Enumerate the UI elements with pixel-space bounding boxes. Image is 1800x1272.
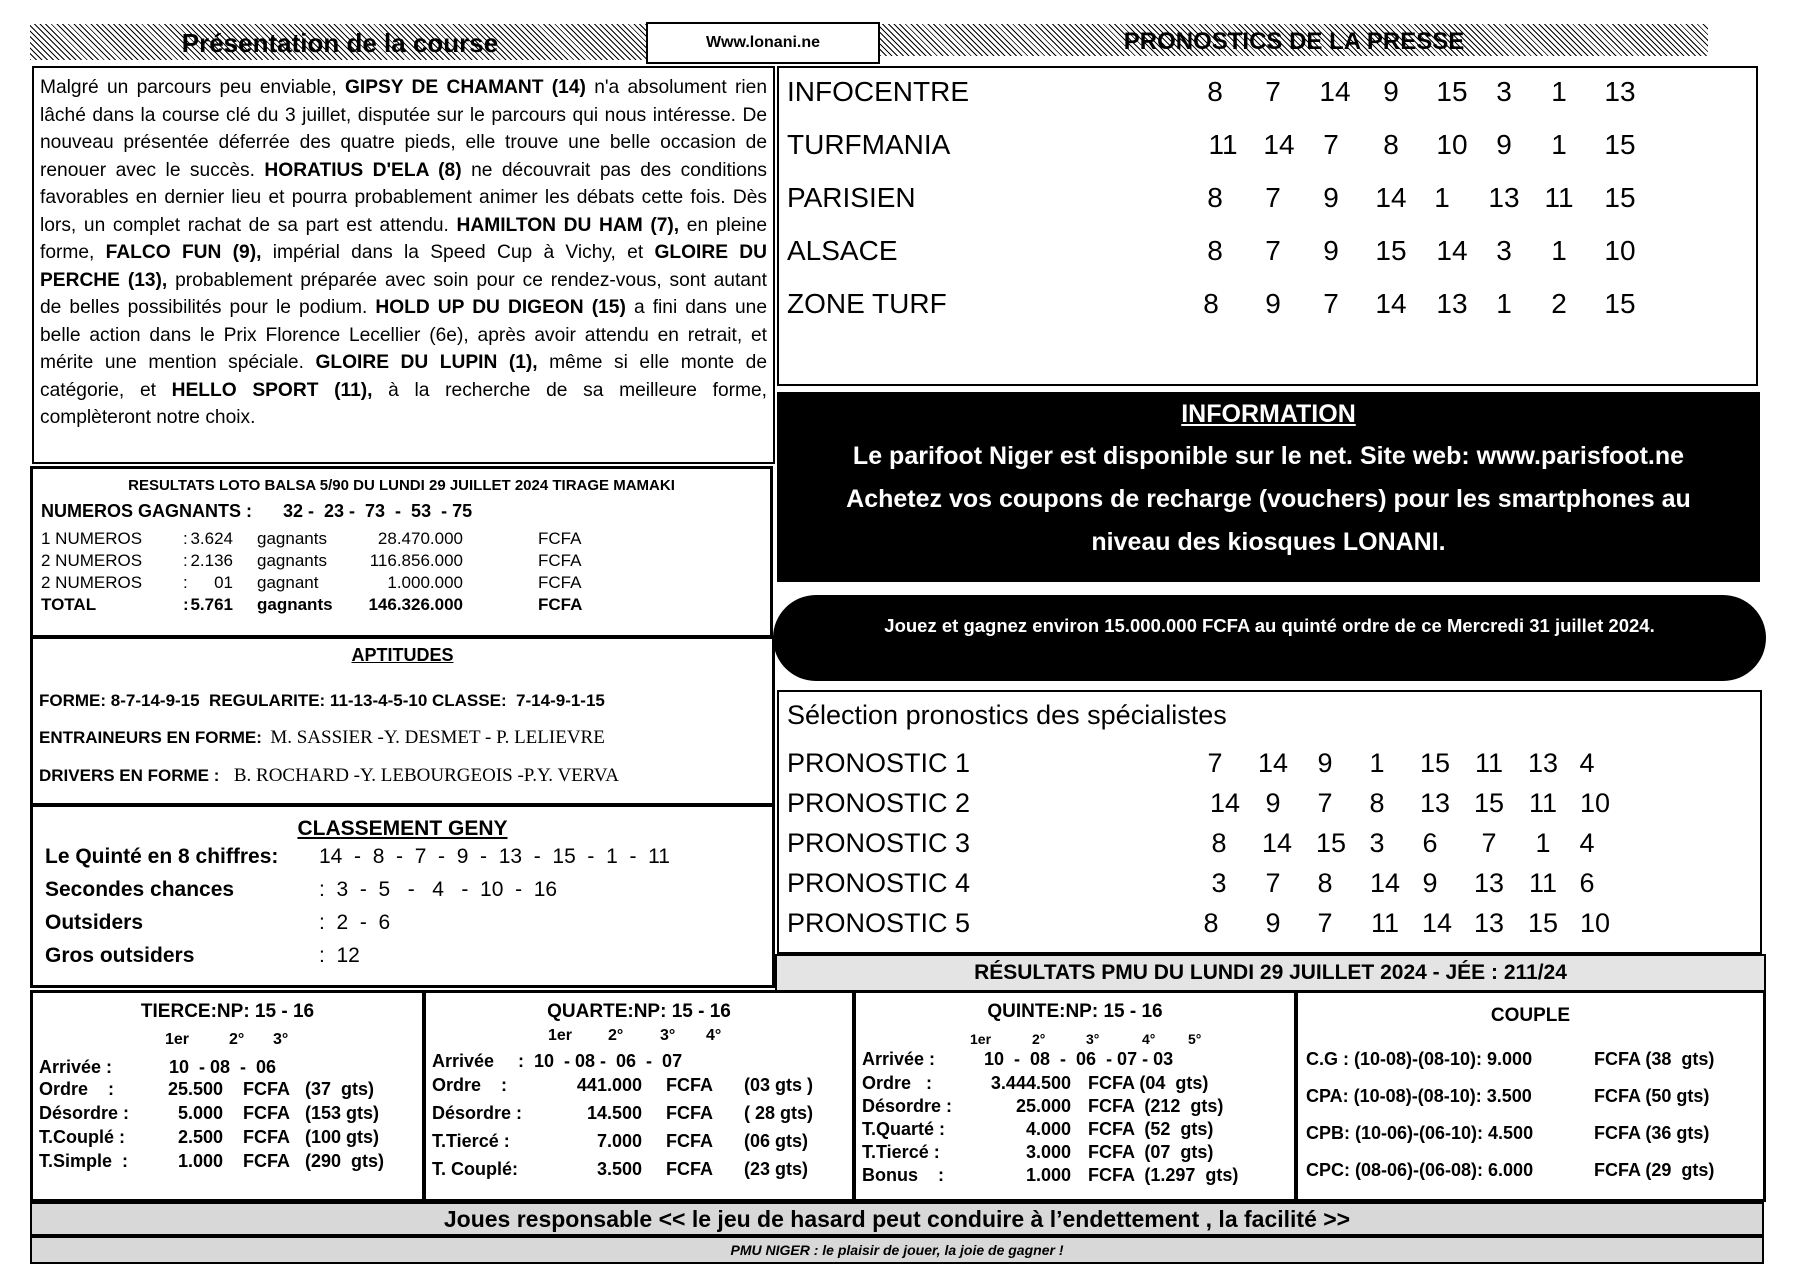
couple-amount: FCFA (36 gts) — [1594, 1123, 1710, 1143]
quinte-cell: T.Tiercé : — [862, 1142, 940, 1162]
press-number: 3 — [1496, 76, 1512, 107]
couple-title: COUPLE — [1490, 1005, 1571, 1026]
quarte-arrivee-value: : 10 - 08 - 06 - 07 — [508, 1051, 683, 1071]
press-number: 9 — [1265, 288, 1281, 319]
prono-row — [787, 828, 1752, 864]
tierce-cell: FCFA — [243, 1151, 290, 1171]
presentation-segment: en pleine forme, — [40, 214, 767, 263]
quinte-cell: T.Quarté : — [862, 1119, 946, 1139]
loto-label: 2 NUMEROS — [41, 551, 143, 570]
prono-number: 7 — [1207, 748, 1223, 778]
press-number: 8 — [1207, 182, 1223, 213]
prono-number: 14 — [1261, 828, 1293, 858]
specialists-box — [777, 690, 1762, 954]
information-title: INFORMATION — [1181, 400, 1356, 428]
press-number: 15 — [1375, 235, 1407, 266]
couple-combo: CPB: (10-06)-(06-10): 4.500 — [1306, 1123, 1534, 1143]
press-number: 13 — [1436, 288, 1468, 319]
press-number: 11 — [1544, 182, 1574, 213]
loto-count: 2.136 — [190, 551, 233, 570]
quarte-arrivee-label: Arrivée — [432, 1051, 495, 1071]
press-name: TURFMANIA — [787, 129, 951, 160]
tierce-title: TIERCE:NP: 15 - 16 — [140, 1001, 315, 1022]
prono-number: 11 — [1370, 908, 1400, 938]
loto-cur: FCFA — [538, 529, 582, 548]
quinte-place: 1er — [970, 1031, 992, 1047]
prono-number: 15 — [1419, 748, 1451, 778]
geny-label: Le Quinté en 8 chiffres: — [45, 845, 279, 868]
press-number: 13 — [1604, 76, 1636, 107]
quarte-place: 3° — [660, 1027, 676, 1044]
quinte-cell: Bonus : — [862, 1165, 944, 1185]
quinte-place: 5° — [1188, 1031, 1202, 1047]
tierce-cell: (37 gts) — [305, 1079, 375, 1099]
press-number: 15 — [1604, 182, 1636, 213]
loto-amount: 146.326.000 — [368, 595, 463, 614]
horse-name: GIPSY DE CHAMANT (14) — [344, 77, 586, 98]
press-number: 14 — [1319, 76, 1351, 107]
loto-word: gagnants — [257, 529, 327, 548]
couple-amount: FCFA (29 gts) — [1594, 1160, 1715, 1180]
horse-name: HELLO SPORT (11), — [171, 379, 373, 401]
aptitudes-forme: FORME: 8-7-14-9-15 REGULARITE: 11-13-4-5-10 CLASSE: 7-14-9-1-15 — [39, 691, 605, 710]
loto-colon: : — [183, 551, 188, 570]
loto-word: gagnants — [257, 551, 327, 570]
horse-name: FALCO FUN (9), — [105, 242, 262, 263]
quinte-cell: Désordre : — [862, 1096, 953, 1116]
loto-cur: FCFA — [538, 551, 582, 570]
loto-count: 5.761 — [190, 595, 233, 614]
presentation-segment: a fini dans une belle action dans le Prix Florence Lecellier (6e), après avoir attendu en retrait, et mérite une mention spéciale. — [40, 297, 767, 373]
loto-winning-numbers: 32 - 23 - 73 - 53 - 75 — [283, 501, 473, 521]
tierce-cell: (100 gts) — [305, 1127, 380, 1147]
quinte-cell: 25.000 — [1015, 1096, 1071, 1116]
loto-amount: 28.470.000 — [377, 529, 463, 548]
prono-number: 7 — [1481, 828, 1497, 858]
prono-number: 15 — [1473, 788, 1505, 818]
prono-number: 13 — [1419, 788, 1451, 818]
presentation-segment: à la recherche de sa meilleure forme, complèteront notre choix. — [40, 379, 767, 428]
drivers-value: B. ROCHARD -Y. LEBOURGEOIS -P.Y. VERVA — [233, 765, 619, 786]
prono-number: 10 — [1579, 908, 1611, 938]
tierce-cell: Ordre : — [39, 1079, 115, 1099]
loto-amount: 116.856.000 — [369, 551, 463, 570]
prono-number: 13 — [1473, 908, 1505, 938]
horse-name: HOLD UP DU DIGEON (15) — [375, 297, 626, 318]
quinte-cell: FCFA (52 gts) — [1088, 1119, 1214, 1139]
prono-number: 15 — [1527, 908, 1559, 938]
information-box — [777, 392, 1760, 582]
tierce-cell: (290 gts) — [305, 1151, 385, 1171]
information-line3: niveau des kiosques LONANI. — [1091, 528, 1446, 556]
horse-name: HAMILTON DU HAM (7), — [456, 214, 680, 236]
quarte-cell: 441.000 — [576, 1075, 642, 1095]
quarte-title: QUARTE:NP: 15 - 16 — [547, 1001, 731, 1022]
loto-colon: : — [183, 595, 189, 614]
press-number: 8 — [1203, 288, 1219, 319]
quinte-cell: 4.000 — [1025, 1119, 1071, 1139]
responsible-gaming-bar: Joues responsable << le jeu de hasard peut conduire à l’endettement , la facilité >> — [30, 1202, 1764, 1236]
press-row — [787, 76, 1748, 112]
quinte-cell: FCFA (07 gts) — [1088, 1142, 1214, 1162]
prono-number: 7 — [1265, 868, 1281, 898]
tierce-cell: 1.000 — [177, 1151, 223, 1171]
specialists-title: Sélection pronostics des spécialistes — [787, 700, 1227, 730]
information-line1: Le parifoot Niger est disponible sur le net. Site web: www.parisfoot.ne — [852, 442, 1685, 470]
prono-name: PRONOSTIC 3 — [787, 828, 971, 858]
quarte-cell: T.Tiercé : — [432, 1131, 510, 1151]
press-number: 15 — [1604, 288, 1636, 319]
prono-number: 9 — [1317, 748, 1333, 778]
tierce-arrivee-value: 10 - 08 - 06 — [169, 1057, 277, 1077]
website-box: Www.lonani.ne — [646, 22, 880, 64]
presentation-segment: même si elle monte de catégorie, et — [40, 352, 767, 401]
quarte-cell: FCFA — [666, 1075, 713, 1095]
tierce-place: 2° — [229, 1031, 245, 1048]
quinte-cell: FCFA (1.297 gts) — [1088, 1165, 1239, 1185]
press-number: 14 — [1436, 235, 1468, 266]
couple-box — [1295, 990, 1766, 1202]
press-number: 14 — [1375, 288, 1407, 319]
prono-number: 8 — [1369, 788, 1385, 818]
couple-combo: CPC: (08-06)-(06-08): 6.000 — [1306, 1160, 1534, 1180]
loto-cur: FCFA — [538, 595, 583, 614]
tierce-cell: 5.000 — [177, 1103, 223, 1123]
press-number: 8 — [1383, 129, 1399, 160]
quarte-cell: (23 gts) — [744, 1159, 809, 1179]
couple-amount: FCFA (38 gts) — [1594, 1049, 1715, 1069]
press-number: 7 — [1265, 76, 1281, 107]
press-number: 15 — [1604, 129, 1636, 160]
prono-number: 1 — [1369, 748, 1385, 778]
prono-number: 14 — [1369, 868, 1401, 898]
loto-amount: 1.000.000 — [387, 573, 463, 592]
prono-number: 1 — [1535, 828, 1551, 858]
couple-combo: CPA: (10-08)-(08-10): 3.500 — [1306, 1086, 1532, 1106]
quinte-place: 2° — [1032, 1031, 1046, 1047]
prono-row — [787, 908, 1752, 944]
prono-number: 15 — [1315, 828, 1347, 858]
quarte-place: 2° — [608, 1027, 624, 1044]
prono-number: 3 — [1211, 868, 1227, 898]
prono-number: 7 — [1317, 788, 1333, 818]
press-number: 10 — [1436, 129, 1468, 160]
information-line2: Achetez vos coupons de recharge (vouchers) pour les smartphones au — [846, 485, 1691, 513]
jackpot-banner: Jouez et gagnez environ 15.000.000 FCFA au quinté ordre de ce Mercredi 31 juillet 2024. — [773, 595, 1766, 681]
geny-title: CLASSEMENT GENY — [297, 817, 508, 840]
press-number: 2 — [1551, 288, 1567, 319]
press-number: 7 — [1265, 182, 1281, 213]
presentation-segment: Malgré un parcours peu enviable, — [40, 77, 345, 98]
loto-colon: : — [183, 573, 188, 592]
tierce-cell: Désordre : — [39, 1103, 130, 1123]
press-number: 9 — [1496, 129, 1512, 160]
geny-label: Secondes chances — [45, 878, 235, 901]
press-name: ZONE TURF — [787, 288, 947, 319]
presentation-text — [40, 74, 767, 432]
quarte-cell: 7.000 — [596, 1131, 642, 1151]
entraineurs-line — [39, 727, 605, 749]
press-number: 8 — [1207, 235, 1223, 266]
press-name: INFOCENTRE — [787, 76, 969, 107]
prono-number: 11 — [1528, 788, 1558, 818]
entraineurs-value: M. SASSIER -Y. DESMET - P. LELIEVRE — [270, 727, 605, 748]
quinte-arrivee-label: Arrivée : — [862, 1049, 936, 1069]
loto-cur: FCFA — [538, 573, 582, 592]
press-number: 9 — [1323, 182, 1339, 213]
press-number: 1 — [1551, 129, 1567, 160]
prono-number: 3 — [1369, 828, 1385, 858]
tierce-cell: FCFA — [243, 1127, 290, 1147]
prono-number: 6 — [1422, 828, 1438, 858]
prono-name: PRONOSTIC 1 — [787, 748, 971, 778]
horse-name: HORATIUS D'ELA (8) — [264, 159, 462, 181]
geny-value: : 12 — [319, 944, 360, 967]
quarte-cell: FCFA — [666, 1131, 713, 1151]
quarte-cell: (06 gts) — [744, 1131, 809, 1151]
quinte-place: 3° — [1086, 1031, 1100, 1047]
prono-number: 4 — [1579, 828, 1595, 858]
horse-name: GLOIRE DU PERCHE (13), — [40, 242, 767, 291]
presentation-segment: impérial dans la Speed Cup à Vichy, et — [261, 242, 655, 263]
tierce-box — [30, 990, 425, 1202]
press-number: 1 — [1496, 288, 1512, 319]
quarte-cell: (03 gts ) — [744, 1075, 814, 1095]
prono-name: PRONOSTIC 5 — [787, 908, 971, 938]
loto-label: TOTAL — [41, 595, 97, 614]
couple-amount: FCFA (50 gts) — [1594, 1086, 1710, 1106]
quarte-cell: FCFA — [666, 1103, 713, 1123]
quarte-cell: T. Couplé: — [432, 1159, 518, 1179]
tierce-cell: (153 gts) — [305, 1103, 380, 1123]
prono-number: 9 — [1265, 908, 1281, 938]
press-title: PRONOSTICS DE LA PRESSE — [1123, 28, 1465, 55]
tierce-place: 3° — [273, 1031, 289, 1048]
press-number: 7 — [1323, 129, 1339, 160]
loto-colon: : — [183, 529, 188, 548]
geny-value: : 2 - 6 — [319, 911, 391, 934]
geny-label: Gros outsiders — [45, 944, 195, 967]
prono-name: PRONOSTIC 4 — [787, 868, 971, 898]
prono-number: 14 — [1209, 788, 1241, 818]
press-name: PARISIEN — [787, 182, 916, 213]
geny-value: 14 - 8 - 7 - 9 - 13 - 15 - 1 - 11 — [319, 845, 670, 868]
aptitudes-box — [30, 636, 775, 806]
loto-title: RESULTATS LOTO BALSA 5/90 DU LUNDI 29 JUILLET 2024 TIRAGE MAMAKI — [128, 477, 675, 494]
quinte-place: 4° — [1142, 1031, 1156, 1047]
prono-number: 11 — [1528, 868, 1558, 898]
prono-number: 9 — [1265, 788, 1281, 818]
geny-label: Outsiders — [45, 911, 144, 934]
press-number: 15 — [1436, 76, 1468, 107]
press-row — [787, 129, 1748, 165]
press-row — [787, 182, 1748, 218]
prono-number: 11 — [1474, 748, 1504, 778]
press-number: 14 — [1375, 182, 1407, 213]
quinte-cell: 3.444.500 — [990, 1073, 1071, 1093]
loto-box — [30, 466, 773, 638]
tierce-arrivee-label: Arrivée : — [39, 1057, 113, 1077]
prono-number: 6 — [1579, 868, 1595, 898]
quarte-box — [423, 990, 855, 1202]
quinte-cell: 1.000 — [1025, 1165, 1071, 1185]
presentation-segment: probablement préparée avec soin pour ce rendez-vous, sont autant de belles possibilités pour le podium. — [40, 269, 767, 318]
prono-number: 10 — [1579, 788, 1611, 818]
loto-word: gagnants — [257, 595, 333, 614]
prono-row — [787, 868, 1752, 904]
prono-number: 8 — [1203, 908, 1219, 938]
press-number: 1 — [1434, 182, 1450, 213]
prono-number: 9 — [1422, 868, 1438, 898]
geny-box — [30, 804, 775, 988]
prono-number: 14 — [1421, 908, 1453, 938]
prono-number: 8 — [1211, 828, 1227, 858]
loto-count: 01 — [214, 573, 233, 592]
press-number: 11 — [1208, 129, 1238, 160]
quinte-arrivee-value: 10 - 08 - 06 - 07 - 03 — [984, 1049, 1174, 1069]
loto-count: 3.624 — [190, 529, 233, 548]
press-number: 1 — [1551, 235, 1567, 266]
quarte-cell: ( 28 gts) — [744, 1103, 814, 1123]
quarte-cell: FCFA — [666, 1159, 713, 1179]
slogan-bar: PMU NIGER : le plaisir de jouer, la joie de gagner ! — [30, 1236, 1764, 1264]
quarte-cell: Désordre : — [432, 1103, 523, 1123]
press-number: 1 — [1551, 76, 1567, 107]
quinte-cell: FCFA (04 gts) — [1088, 1073, 1209, 1093]
press-number: 9 — [1323, 235, 1339, 266]
press-number: 14 — [1263, 129, 1295, 160]
loto-winning-label: NUMEROS GAGNANTS : — [41, 501, 252, 521]
press-row — [787, 288, 1748, 324]
press-number: 13 — [1488, 182, 1520, 213]
prono-number: 14 — [1257, 748, 1289, 778]
press-number: 9 — [1383, 76, 1399, 107]
loto-word: gagnant — [257, 573, 319, 592]
tierce-cell: T.Couplé : — [39, 1127, 125, 1147]
quinte-title: QUINTE:NP: 15 - 16 — [987, 1001, 1163, 1022]
press-number: 8 — [1207, 76, 1223, 107]
geny-value: : 3 - 5 - 4 - 10 - 16 — [319, 878, 558, 901]
presentation-title: Présentation de la course — [181, 28, 499, 58]
quinte-cell: FCFA (212 gts) — [1088, 1096, 1224, 1116]
press-number: 7 — [1265, 235, 1281, 266]
quarte-place: 4° — [706, 1027, 722, 1044]
prono-number: 4 — [1579, 748, 1595, 778]
aptitudes-title: APTITUDES — [351, 645, 454, 665]
couple-combo: C.G : (10-08)-(08-10): 9.000 — [1306, 1049, 1533, 1069]
prono-number: 13 — [1527, 748, 1559, 778]
quarte-cell: 14.500 — [586, 1103, 642, 1123]
presentation-segment: ne découvrait pas des conditions favorables en dernier lieu et pourra probablement animer les débats cette fois. Dès lors, un complet rachat de sa part est attendu. — [40, 159, 767, 236]
quinte-box — [853, 990, 1297, 1202]
tierce-cell: 25.500 — [167, 1079, 223, 1099]
quinte-cell: Ordre : — [862, 1073, 933, 1093]
entraineurs-label: ENTRAINEURS EN FORME: — [39, 728, 262, 747]
results-title: RÉSULTATS PMU DU LUNDI 29 JUILLET 2024 - JÉE : 211/24 — [775, 954, 1766, 992]
drivers-line — [39, 765, 619, 787]
loto-label: 1 NUMEROS — [41, 529, 143, 548]
prono-number: 8 — [1317, 868, 1333, 898]
tierce-cell: T.Simple : — [39, 1151, 129, 1171]
prono-number: 7 — [1317, 908, 1333, 938]
loto-label: 2 NUMEROS — [41, 573, 143, 592]
quarte-cell: 3.500 — [596, 1159, 642, 1179]
tierce-cell: FCFA — [243, 1079, 290, 1099]
press-number: 3 — [1496, 235, 1512, 266]
horse-name: GLOIRE DU LUPIN (1), — [315, 352, 538, 373]
press-row — [787, 235, 1748, 271]
prono-name: PRONOSTIC 2 — [787, 788, 971, 818]
drivers-label: DRIVERS EN FORME : — [39, 766, 220, 785]
prono-row — [787, 748, 1752, 784]
quarte-place: 1er — [548, 1027, 573, 1044]
press-number: 10 — [1604, 235, 1636, 266]
tierce-cell: 2.500 — [177, 1127, 223, 1147]
quarte-cell: Ordre : — [432, 1075, 508, 1095]
press-number: 7 — [1323, 288, 1339, 319]
tierce-place: 1er — [165, 1031, 190, 1048]
tierce-cell: FCFA — [243, 1103, 290, 1123]
quinte-cell: 3.000 — [1025, 1142, 1071, 1162]
prono-number: 13 — [1473, 868, 1505, 898]
presentation-box — [32, 66, 775, 464]
presentation-segment: n'a absolument rien lâché dans la course clé du 3 juillet, disputée sur le parcours qui nous intéresse. De nouveau présentée déferrée des quatre pieds, elle trouve une belle occasion de renouer avec le succès. — [40, 77, 767, 181]
press-box — [777, 66, 1758, 386]
prono-row — [787, 788, 1752, 824]
press-name: ALSACE — [787, 235, 898, 266]
